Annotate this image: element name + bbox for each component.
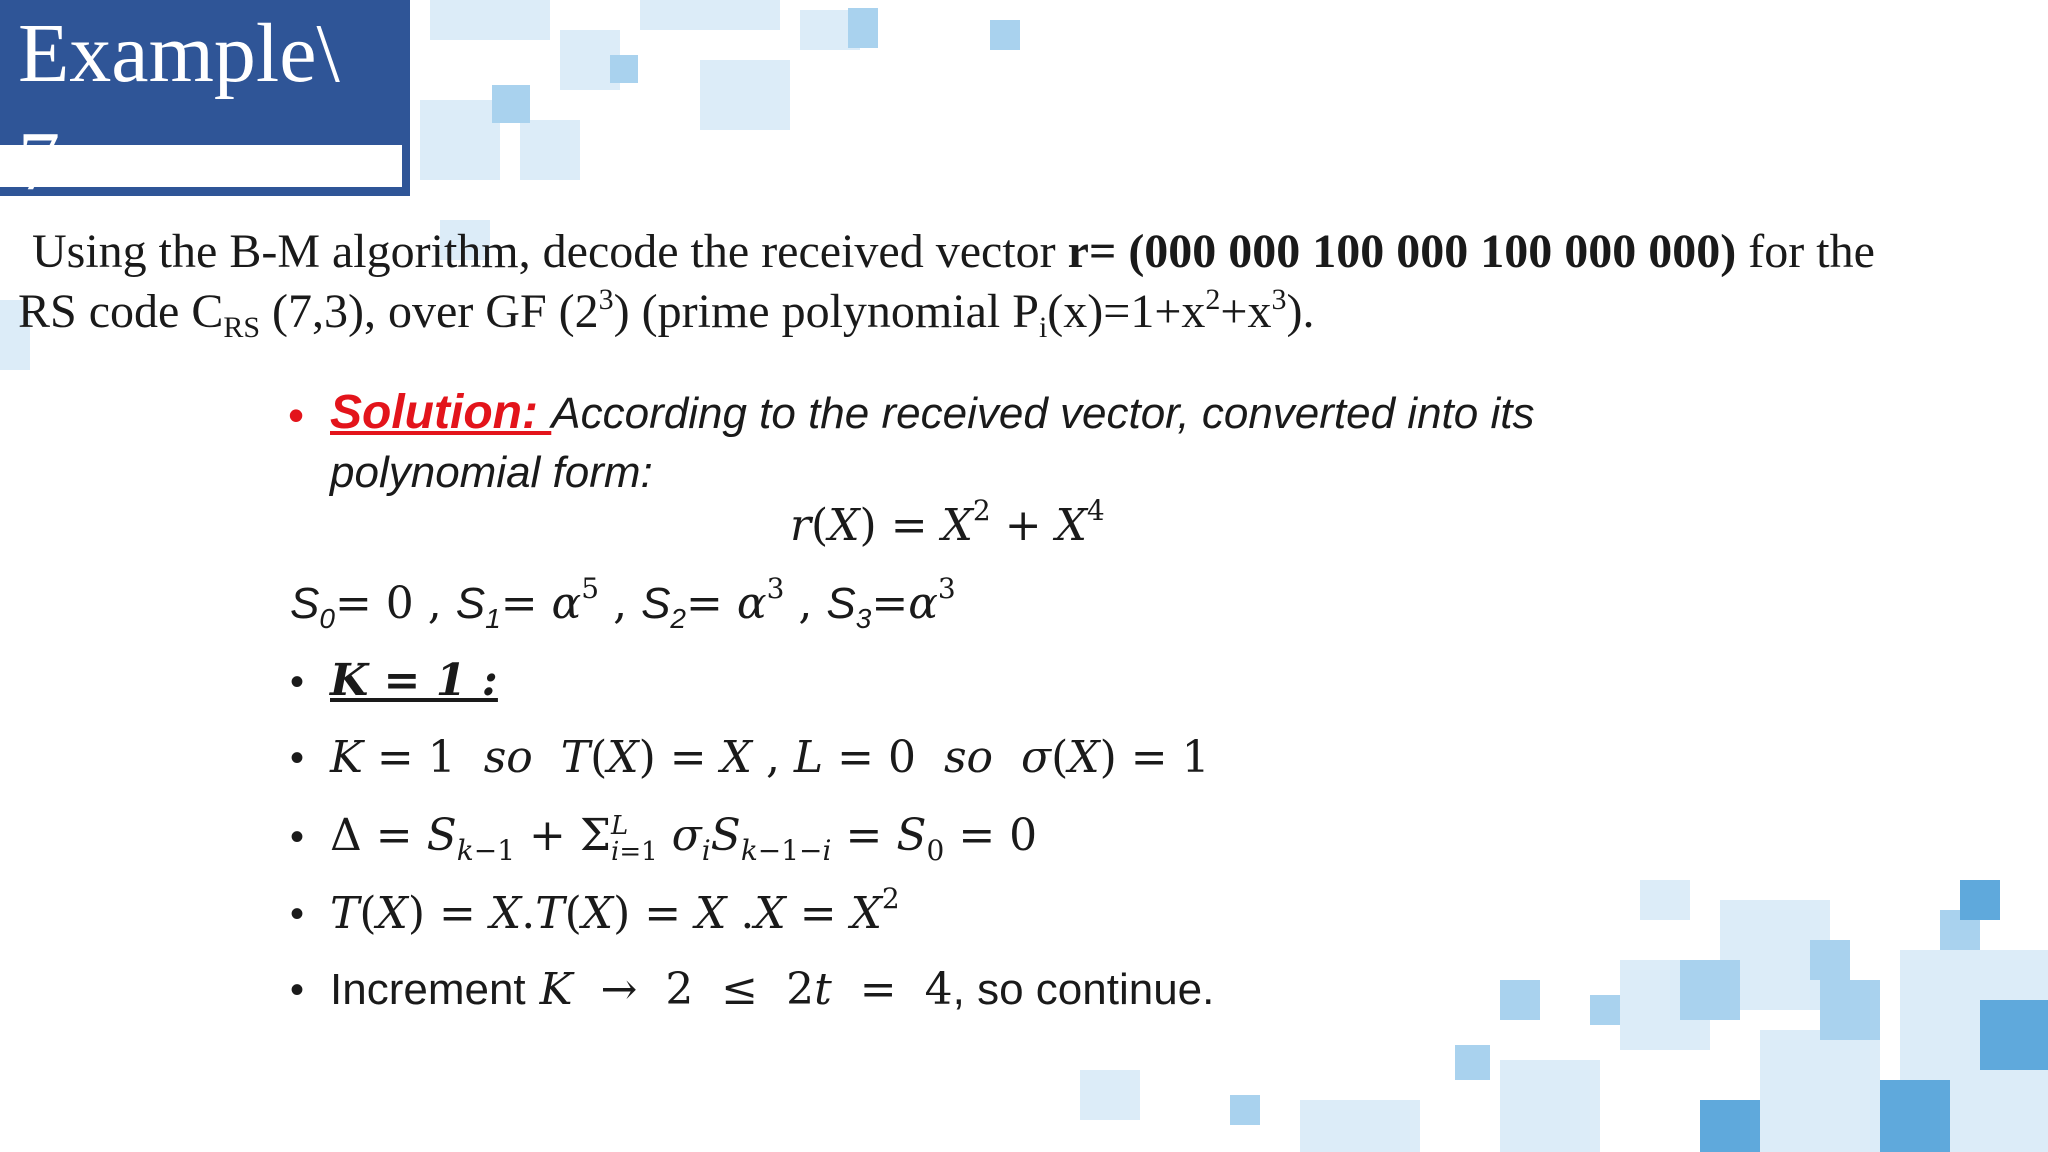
equation-k1-heading: K = 1 : (330, 655, 498, 706)
solution-label: Solution: (330, 386, 552, 439)
problem-text: ). (1286, 285, 1315, 338)
bullet: • (290, 892, 305, 936)
bullet: • (290, 736, 305, 780)
title-banner (0, 0, 410, 196)
equation-k1-line: K = 1 so T(X) = X , L = 0 so σ(X) = 1 (330, 732, 1210, 783)
superscript: 3 (1271, 283, 1287, 316)
problem-line-2 (18, 282, 2028, 342)
equation-delta: $\Delta = S_{k-1} + \Sigma L$ i=1 $\sigma_iS_{k-1-i} = S_0 = 0$ (330, 810, 1038, 867)
solution-text: According to the received vector, converted into its (551, 389, 1535, 438)
problem-text: RS code C (18, 285, 224, 338)
solution-line-1 (330, 385, 1534, 440)
equation-tx: T(X) = X.T(X) = X $.X = X^2$ (330, 882, 900, 939)
equation-rx: $r(X) = X^2 + X^4$ (790, 494, 1105, 551)
superscript: 2 (1205, 283, 1221, 316)
problem-text: +x (1220, 285, 1272, 338)
bullet: • (290, 968, 305, 1012)
problem-text: ) (prime polynomial P (613, 285, 1039, 338)
problem-line-1 (18, 222, 2028, 282)
problem-text: Using the B-M algorithm, decode the received vector (32, 225, 1068, 278)
solution-line-2: polynomial form: (330, 448, 653, 497)
problem-text: (7,3), over GF (2 (260, 285, 599, 338)
subscript: i (1038, 311, 1048, 344)
superscript: 3 (598, 283, 614, 316)
increment-word: Increment (330, 965, 526, 1014)
title-underline-bar (0, 145, 402, 187)
equation-syndromes: $S_0= 0$ , $S_1= \alpha^5$ , $S_2= \alpha^3$ , $S_3=\alpha^3$ (290, 572, 956, 634)
title-line-1: Example\ (18, 7, 340, 100)
bullet: • (288, 389, 305, 441)
problem-statement (18, 222, 2028, 342)
received-vector: r= (000 000 100 000 100 000 000) (1067, 225, 1737, 278)
subscript: RS (223, 311, 261, 344)
bullet: • (290, 815, 305, 859)
problem-text: for the (1736, 225, 1875, 278)
problem-text: (x)=1+x (1047, 285, 1206, 338)
bullet: • (290, 660, 305, 704)
equation-increment: Increment K → 2 ≤ 2t = 4, so continue. (330, 964, 1215, 1015)
increment-tail: , so continue. (952, 965, 1215, 1014)
